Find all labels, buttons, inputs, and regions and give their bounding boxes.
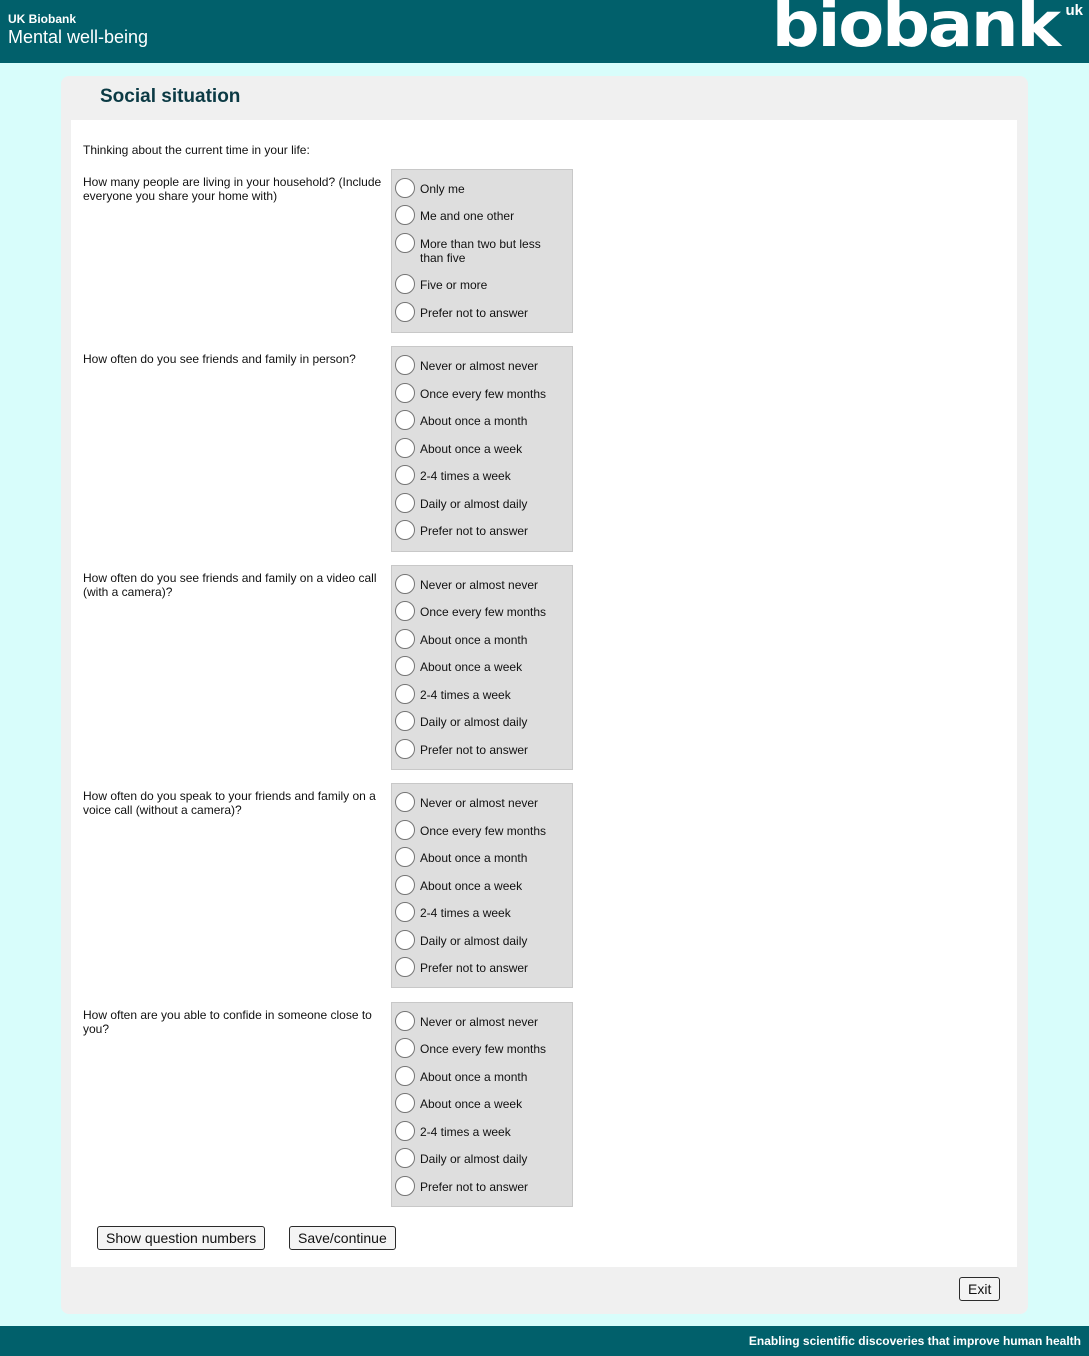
show-question-numbers-button[interactable]: Show question numbers: [97, 1226, 265, 1250]
radio-button[interactable]: [395, 1093, 415, 1113]
option-label: About once a month: [420, 1070, 528, 1084]
option-label: About once a month: [420, 851, 528, 865]
radio-button[interactable]: [395, 1038, 415, 1058]
option-label: About once a week: [420, 1097, 523, 1111]
footer-tagline: Enabling scientific discoveries that improve human health: [748, 1334, 1081, 1348]
radio-button[interactable]: [395, 847, 415, 867]
radio-button[interactable]: [395, 205, 415, 225]
radio-option[interactable]: [395, 902, 560, 922]
option-label: 2-4 times a week: [420, 906, 511, 920]
option-label: Prefer not to answer: [420, 524, 529, 538]
radio-button[interactable]: [395, 820, 415, 840]
radio-button[interactable]: [395, 383, 415, 403]
radio-button[interactable]: [395, 1011, 415, 1031]
question-3-options: [391, 565, 573, 770]
radio-button[interactable]: [395, 438, 415, 458]
radio-option[interactable]: [395, 739, 560, 759]
radio-button[interactable]: [395, 792, 415, 812]
radio-option[interactable]: [395, 684, 560, 704]
radio-option[interactable]: [395, 792, 560, 812]
option-label: Me and one other: [420, 209, 515, 223]
radio-option[interactable]: [395, 629, 560, 649]
option-label: About once a week: [420, 879, 523, 893]
radio-button[interactable]: [395, 520, 415, 540]
radio-option[interactable]: [395, 205, 560, 225]
radio-button[interactable]: [395, 1121, 415, 1141]
question-4-options: [391, 783, 573, 988]
option-label: Prefer not to answer: [420, 1180, 529, 1194]
question-5-options: [391, 1002, 573, 1207]
option-label: 2-4 times a week: [420, 1125, 511, 1139]
question-2-options: [391, 346, 573, 552]
radio-option[interactable]: [395, 383, 560, 403]
radio-option[interactable]: [395, 1121, 560, 1141]
radio-option[interactable]: [395, 520, 560, 540]
radio-option[interactable]: [395, 1093, 560, 1113]
radio-option[interactable]: [395, 1176, 560, 1196]
radio-button[interactable]: [395, 1176, 415, 1196]
question-4-text: How often do you speak to your friends and family on a voice call (without a camera)?: [83, 789, 376, 817]
option-label: Only me: [420, 182, 465, 196]
radio-option[interactable]: [395, 957, 560, 977]
radio-button[interactable]: [395, 711, 415, 731]
option-label: Once every few months: [420, 605, 547, 619]
section-title: Social situation: [100, 86, 241, 107]
question-1-text: How many people are living in your household? (Include everyone you share your home with): [83, 175, 382, 203]
app-title: Mental well-being: [8, 27, 149, 47]
radio-button[interactable]: [395, 233, 415, 253]
radio-button[interactable]: [395, 355, 415, 375]
option-label: About once a month: [420, 414, 528, 428]
intro-text: Thinking about the current time in your life:: [83, 143, 310, 157]
radio-button[interactable]: [395, 601, 415, 621]
question-2-text: How often do you see friends and family in person?: [83, 352, 356, 366]
option-label: More than two but less than five: [420, 237, 541, 265]
radio-button[interactable]: [395, 302, 415, 322]
top-bar: [0, 0, 1089, 63]
question-5-text: How often are you able to confide in someone close to you?: [83, 1008, 372, 1036]
radio-option[interactable]: [395, 930, 560, 950]
radio-option[interactable]: [395, 1038, 560, 1058]
radio-option[interactable]: [395, 274, 560, 294]
radio-button[interactable]: [395, 178, 415, 198]
radio-button[interactable]: [395, 684, 415, 704]
question-3-text: How often do you see friends and family on a video call (with a camera)?: [83, 571, 377, 599]
option-label: Once every few months: [420, 824, 547, 838]
radio-option[interactable]: [395, 820, 560, 840]
radio-button[interactable]: [395, 739, 415, 759]
radio-option[interactable]: [395, 410, 560, 430]
radio-option[interactable]: [395, 1148, 560, 1168]
radio-button[interactable]: [395, 902, 415, 922]
option-label: Never or almost never: [420, 359, 539, 373]
radio-button[interactable]: [395, 656, 415, 676]
radio-option[interactable]: [395, 1011, 560, 1031]
radio-button[interactable]: [395, 274, 415, 294]
radio-option[interactable]: [395, 847, 560, 867]
option-label: 2-4 times a week: [420, 469, 511, 483]
radio-button[interactable]: [395, 574, 415, 594]
option-label: Never or almost never: [420, 796, 539, 810]
radio-option[interactable]: [395, 302, 560, 322]
option-label: Five or more: [420, 278, 488, 292]
radio-button[interactable]: [395, 875, 415, 895]
option-label: Once every few months: [420, 1042, 547, 1056]
option-label: Prefer not to answer: [420, 306, 529, 320]
question-form: [71, 120, 1017, 1267]
radio-button[interactable]: [395, 629, 415, 649]
radio-button[interactable]: [395, 1066, 415, 1086]
radio-button[interactable]: [395, 957, 415, 977]
biobank-logo: biobank: [771, 0, 1059, 61]
logo-uk-mark: uk: [1065, 2, 1083, 19]
footer-bar: [0, 1326, 1089, 1356]
radio-option[interactable]: [395, 601, 560, 621]
option-label: About once a month: [420, 633, 528, 647]
option-label: Prefer not to answer: [420, 961, 529, 975]
option-label: Daily or almost daily: [420, 934, 528, 948]
questionnaire-panel: [61, 76, 1028, 1314]
radio-option[interactable]: [395, 574, 560, 594]
radio-option[interactable]: [395, 355, 560, 375]
radio-button[interactable]: [395, 493, 415, 513]
radio-button[interactable]: [395, 410, 415, 430]
option-label: Daily or almost daily: [420, 1152, 528, 1166]
save-continue-button[interactable]: Save/continue: [289, 1226, 396, 1250]
radio-option[interactable]: [395, 493, 560, 513]
option-label: Never or almost never: [420, 1015, 539, 1029]
radio-button[interactable]: [395, 1148, 415, 1168]
radio-option[interactable]: [395, 465, 560, 485]
org-name: UK Biobank: [8, 12, 77, 26]
option-label: 2-4 times a week: [420, 688, 511, 702]
radio-option[interactable]: [395, 1066, 560, 1086]
radio-option[interactable]: [395, 875, 560, 895]
option-label: Once every few months: [420, 387, 547, 401]
radio-option[interactable]: [395, 233, 560, 265]
option-label: About once a week: [420, 660, 523, 674]
option-label: Prefer not to answer: [420, 743, 529, 757]
radio-button[interactable]: [395, 465, 415, 485]
radio-button[interactable]: [395, 930, 415, 950]
radio-option[interactable]: [395, 438, 560, 458]
option-label: Daily or almost daily: [420, 497, 528, 511]
radio-option[interactable]: [395, 656, 560, 676]
option-label: Never or almost never: [420, 578, 539, 592]
question-1-options: [391, 169, 573, 333]
radio-option[interactable]: [395, 711, 560, 731]
option-label: About once a week: [420, 442, 523, 456]
option-label: Daily or almost daily: [420, 715, 528, 729]
exit-button[interactable]: Exit: [959, 1277, 1000, 1301]
radio-option[interactable]: [395, 178, 560, 198]
